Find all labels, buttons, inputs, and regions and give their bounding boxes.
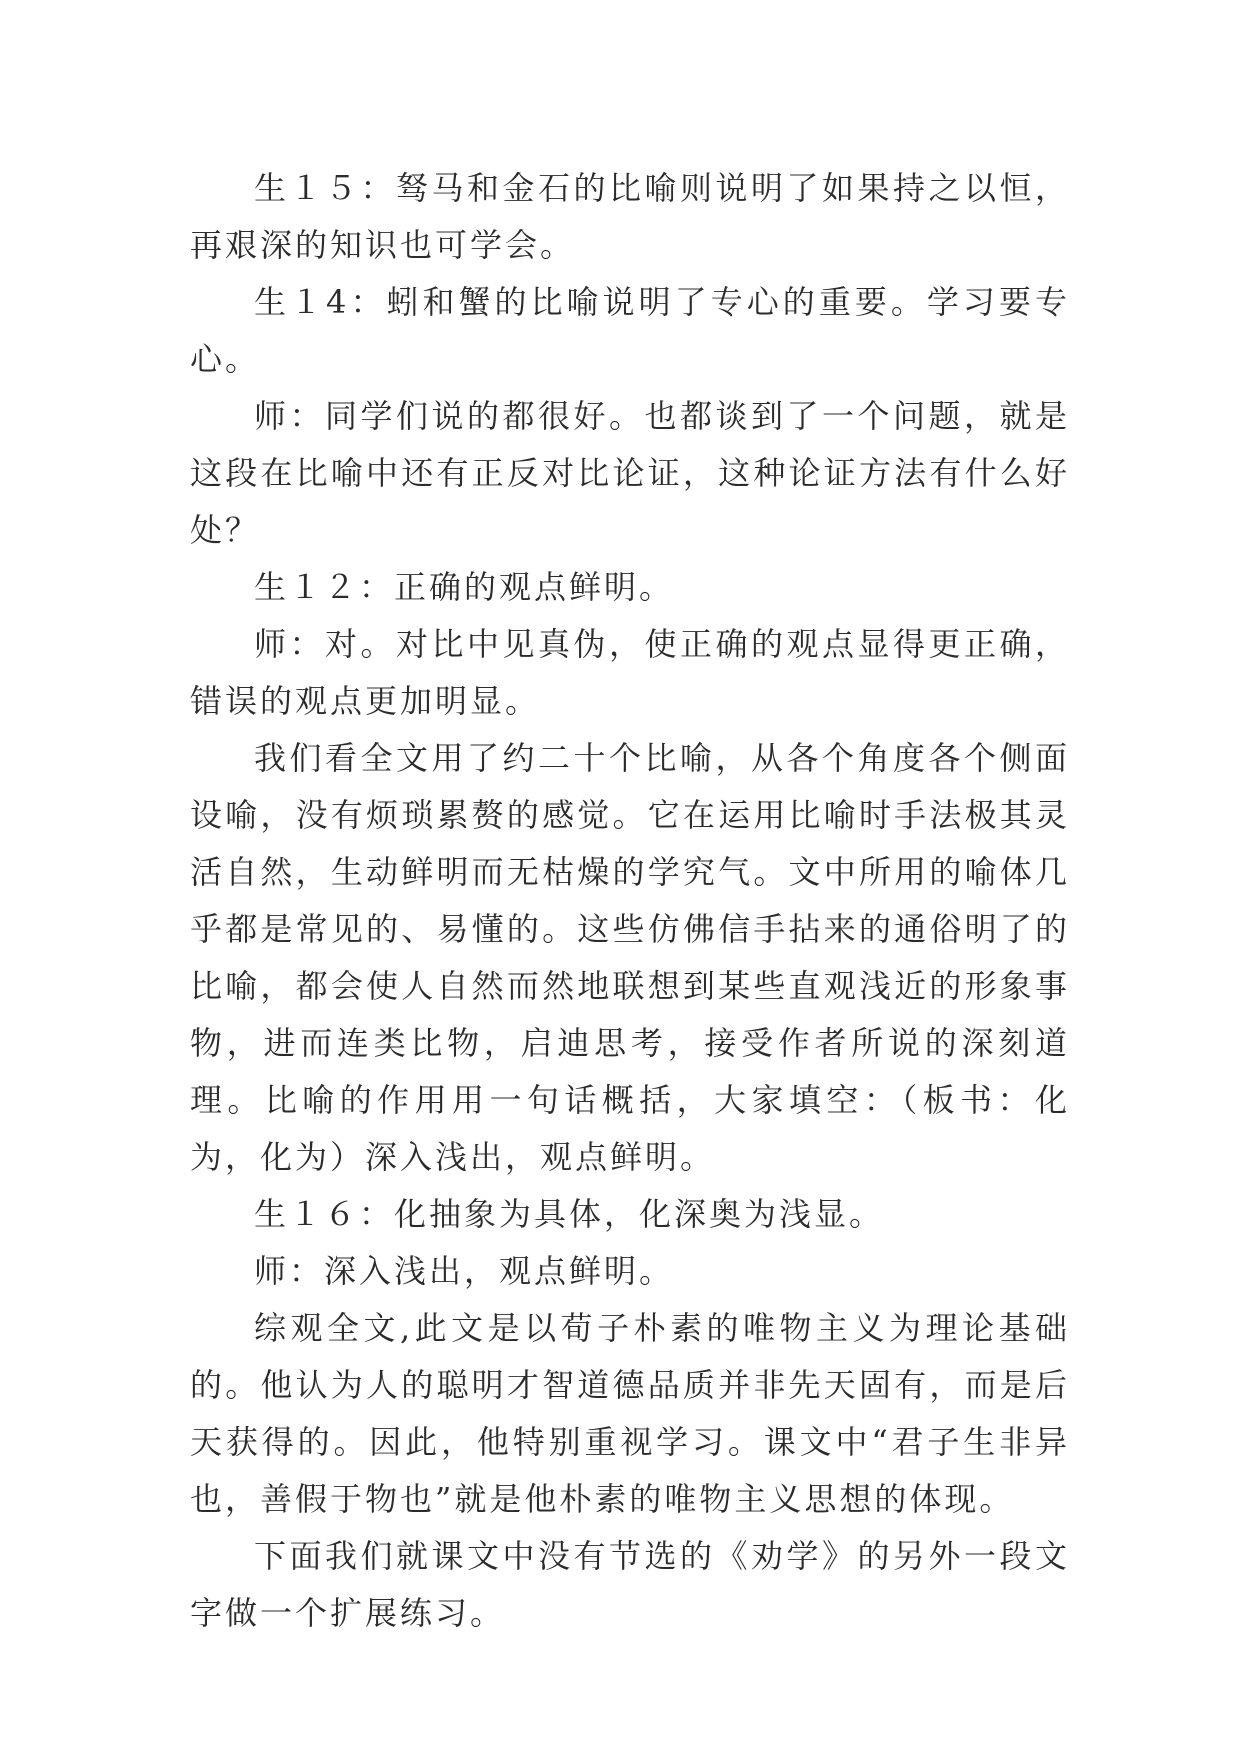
paragraph: 生１4：蚓和蟹的比喻说明了专心的重要。学习要专心。 (190, 283, 1070, 378)
paragraph: 生１５：驽马和金石的比喻则说明了如果持之以恒，再艰深的知识也可学会。 (190, 169, 1070, 264)
paragraph: 下面我们就课文中没有节选的《劝学》的另外一段文字做一个扩展练习。 (190, 1537, 1070, 1632)
paragraph: 师：深入浅出，观点鲜明。 (254, 1252, 675, 1290)
paragraph: 师：对。对比中见真伪，使正确的观点显得更正确，错误的观点更加明显。 (190, 625, 1070, 720)
paragraph: 师：同学们说的都很好。也都谈到了一个问题，就是这段在比喻中还有正反对比论证，这种论证方法有什么好处？ (190, 397, 1070, 549)
paragraph: 我们看全文用了约二十个比喻，从各个角度各个侧面设喻，没有烦琐累赘的感觉。它在运用比喻时手法极其灵活自然，生动鲜明而无枯燥的学究气。文中所用的喻体几乎都是常见的、易懂的。这些仿佛信手拈来的通俗明了的比喻，都会使人自然而然地联想到某些直观浅近的形象事物，进而连类比物，启迪思考，接受作者所说的深刻道理。比喻的作用用一句话概括，大家填空：（板书：化为，化为）深入浅出，观点鲜明。 (190, 739, 1070, 1176)
paragraph: 生１６：化抽象为具体，化深奥为浅显。 (254, 1195, 885, 1233)
document-body (190, 160, 1070, 1642)
paragraph: 综观全文,此文是以荀子朴素的唯物主义为理论基础的。他认为人的聪明才智道德品质并非先天固有，而是后天获得的。因此，他特别重视学习。课文中“君子生非异也，善假于物也”就是他朴素的唯物主义思想的体现。 (190, 1309, 1070, 1518)
paragraph: 生１２：正确的观点鲜明。 (254, 568, 675, 606)
